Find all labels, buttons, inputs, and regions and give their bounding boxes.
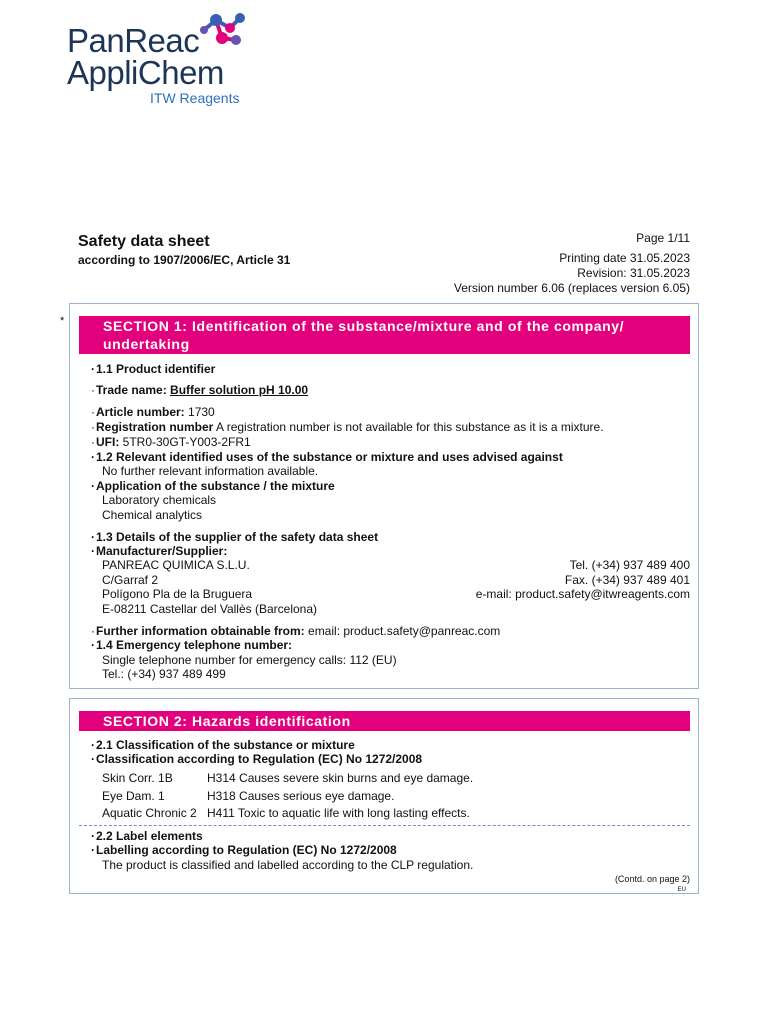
hazard-statement: H314 Causes severe skin burns and eye damage.: [207, 771, 474, 785]
logo-line-2: AppliChem: [67, 54, 224, 91]
hazard-class: Skin Corr. 1B: [102, 771, 173, 785]
section-2-heading: SECTION 2: Hazards identification: [79, 711, 690, 731]
supplier-email: e-mail: product.safety@itwreagents.com: [475, 587, 690, 601]
application-item: Laboratory chemicals: [102, 493, 217, 507]
hazard-class: Aquatic Chronic 2: [102, 806, 197, 820]
version-number: Version number 6.06 (replaces version 6.05): [453, 281, 690, 295]
molecule-logo-icon: [196, 6, 250, 52]
article-number: · Article number: 1730: [91, 405, 215, 419]
registration-number: · Registration number A registration number is not available for this substance as it is a mixture.: [91, 420, 604, 434]
change-marker: *: [60, 315, 65, 327]
section-divider: [79, 825, 690, 826]
trade-name-value: Buffer solution pH 10.00: [170, 383, 309, 397]
logo-tagline: ITW Reagents: [150, 90, 240, 106]
logo-line-1: PanReac: [67, 22, 200, 59]
labelling-heading: · Labelling according to Regulation (EC) No 1272/2008: [91, 843, 397, 857]
emergency-heading: · 1.4 Emergency telephone number:: [91, 638, 293, 652]
hazard-class: Eye Dam. 1: [102, 789, 165, 803]
document-title: Safety data sheet: [78, 233, 210, 250]
manufacturer-heading: · Manufacturer/Supplier:: [91, 544, 228, 558]
emergency-line: Single telephone number for emergency calls: 112 (EU): [102, 653, 397, 667]
ufi-code: · UFI: 5TR0-30GT-Y003-2FR1: [91, 435, 251, 449]
emergency-line: Tel.: (+34) 937 489 499: [102, 667, 226, 681]
application-heading: · Application of the substance / the mixture: [91, 479, 335, 493]
page-number: Page 1/11: [636, 231, 690, 245]
uses-heading: · 1.2 Relevant identified uses of the substance or mixture and uses advised against: [91, 450, 563, 464]
classification-heading: · 2.1 Classification of the substance or mixture: [91, 738, 355, 752]
label-elements-heading: · 2.2 Label elements: [91, 829, 203, 843]
continued-note: (Contd. on page 2): [614, 874, 690, 884]
labelling-text: The product is classified and labelled according to the CLP regulation.: [102, 858, 474, 872]
supplier-heading: · 1.3 Details of the supplier of the safety data sheet: [91, 530, 379, 544]
hazard-statement: H318 Causes serious eye damage.: [207, 789, 395, 803]
address-line: E-08211 Castellar del Vallès (Barcelona): [102, 602, 317, 616]
product-identifier-heading: · 1.1 Product identifier: [91, 362, 216, 376]
address-line: Polígono Pla de la Bruguera: [102, 587, 253, 601]
address-line: PANREAC QUIMICA S.L.U.: [102, 558, 250, 572]
revision-date: Revision: 31.05.2023: [577, 266, 690, 280]
application-item: Chemical analytics: [102, 508, 203, 522]
supplier-phone: Tel. (+34) 937 489 400: [569, 558, 690, 572]
printing-date: Printing date 31.05.2023: [559, 251, 690, 265]
section-1-heading-line-2: undertaking: [103, 336, 190, 352]
supplier-fax: Fax. (+34) 937 489 401: [564, 573, 690, 587]
uses-text: No further relevant information available.: [102, 464, 319, 478]
document-subtitle: according to 1907/2006/EC, Article 31: [78, 253, 291, 267]
further-information: · Further information obtainable from: email: product.safety@panreac.com: [91, 624, 501, 638]
section-1-heading: [79, 316, 690, 354]
trade-name: · Trade name: Buffer solution pH 10.00: [91, 383, 309, 397]
region-code: EU: [677, 887, 686, 893]
hazard-statement: H411 Toxic to aquatic life with long lasting effects.: [207, 806, 470, 820]
section-1-heading-line-1: SECTION 1: Identification of the substance/mixture and of the company/: [103, 318, 625, 334]
regulation-heading: · Classification according to Regulation (EC) No 1272/2008: [91, 752, 423, 766]
address-line: C/Garraf 2: [102, 573, 159, 587]
